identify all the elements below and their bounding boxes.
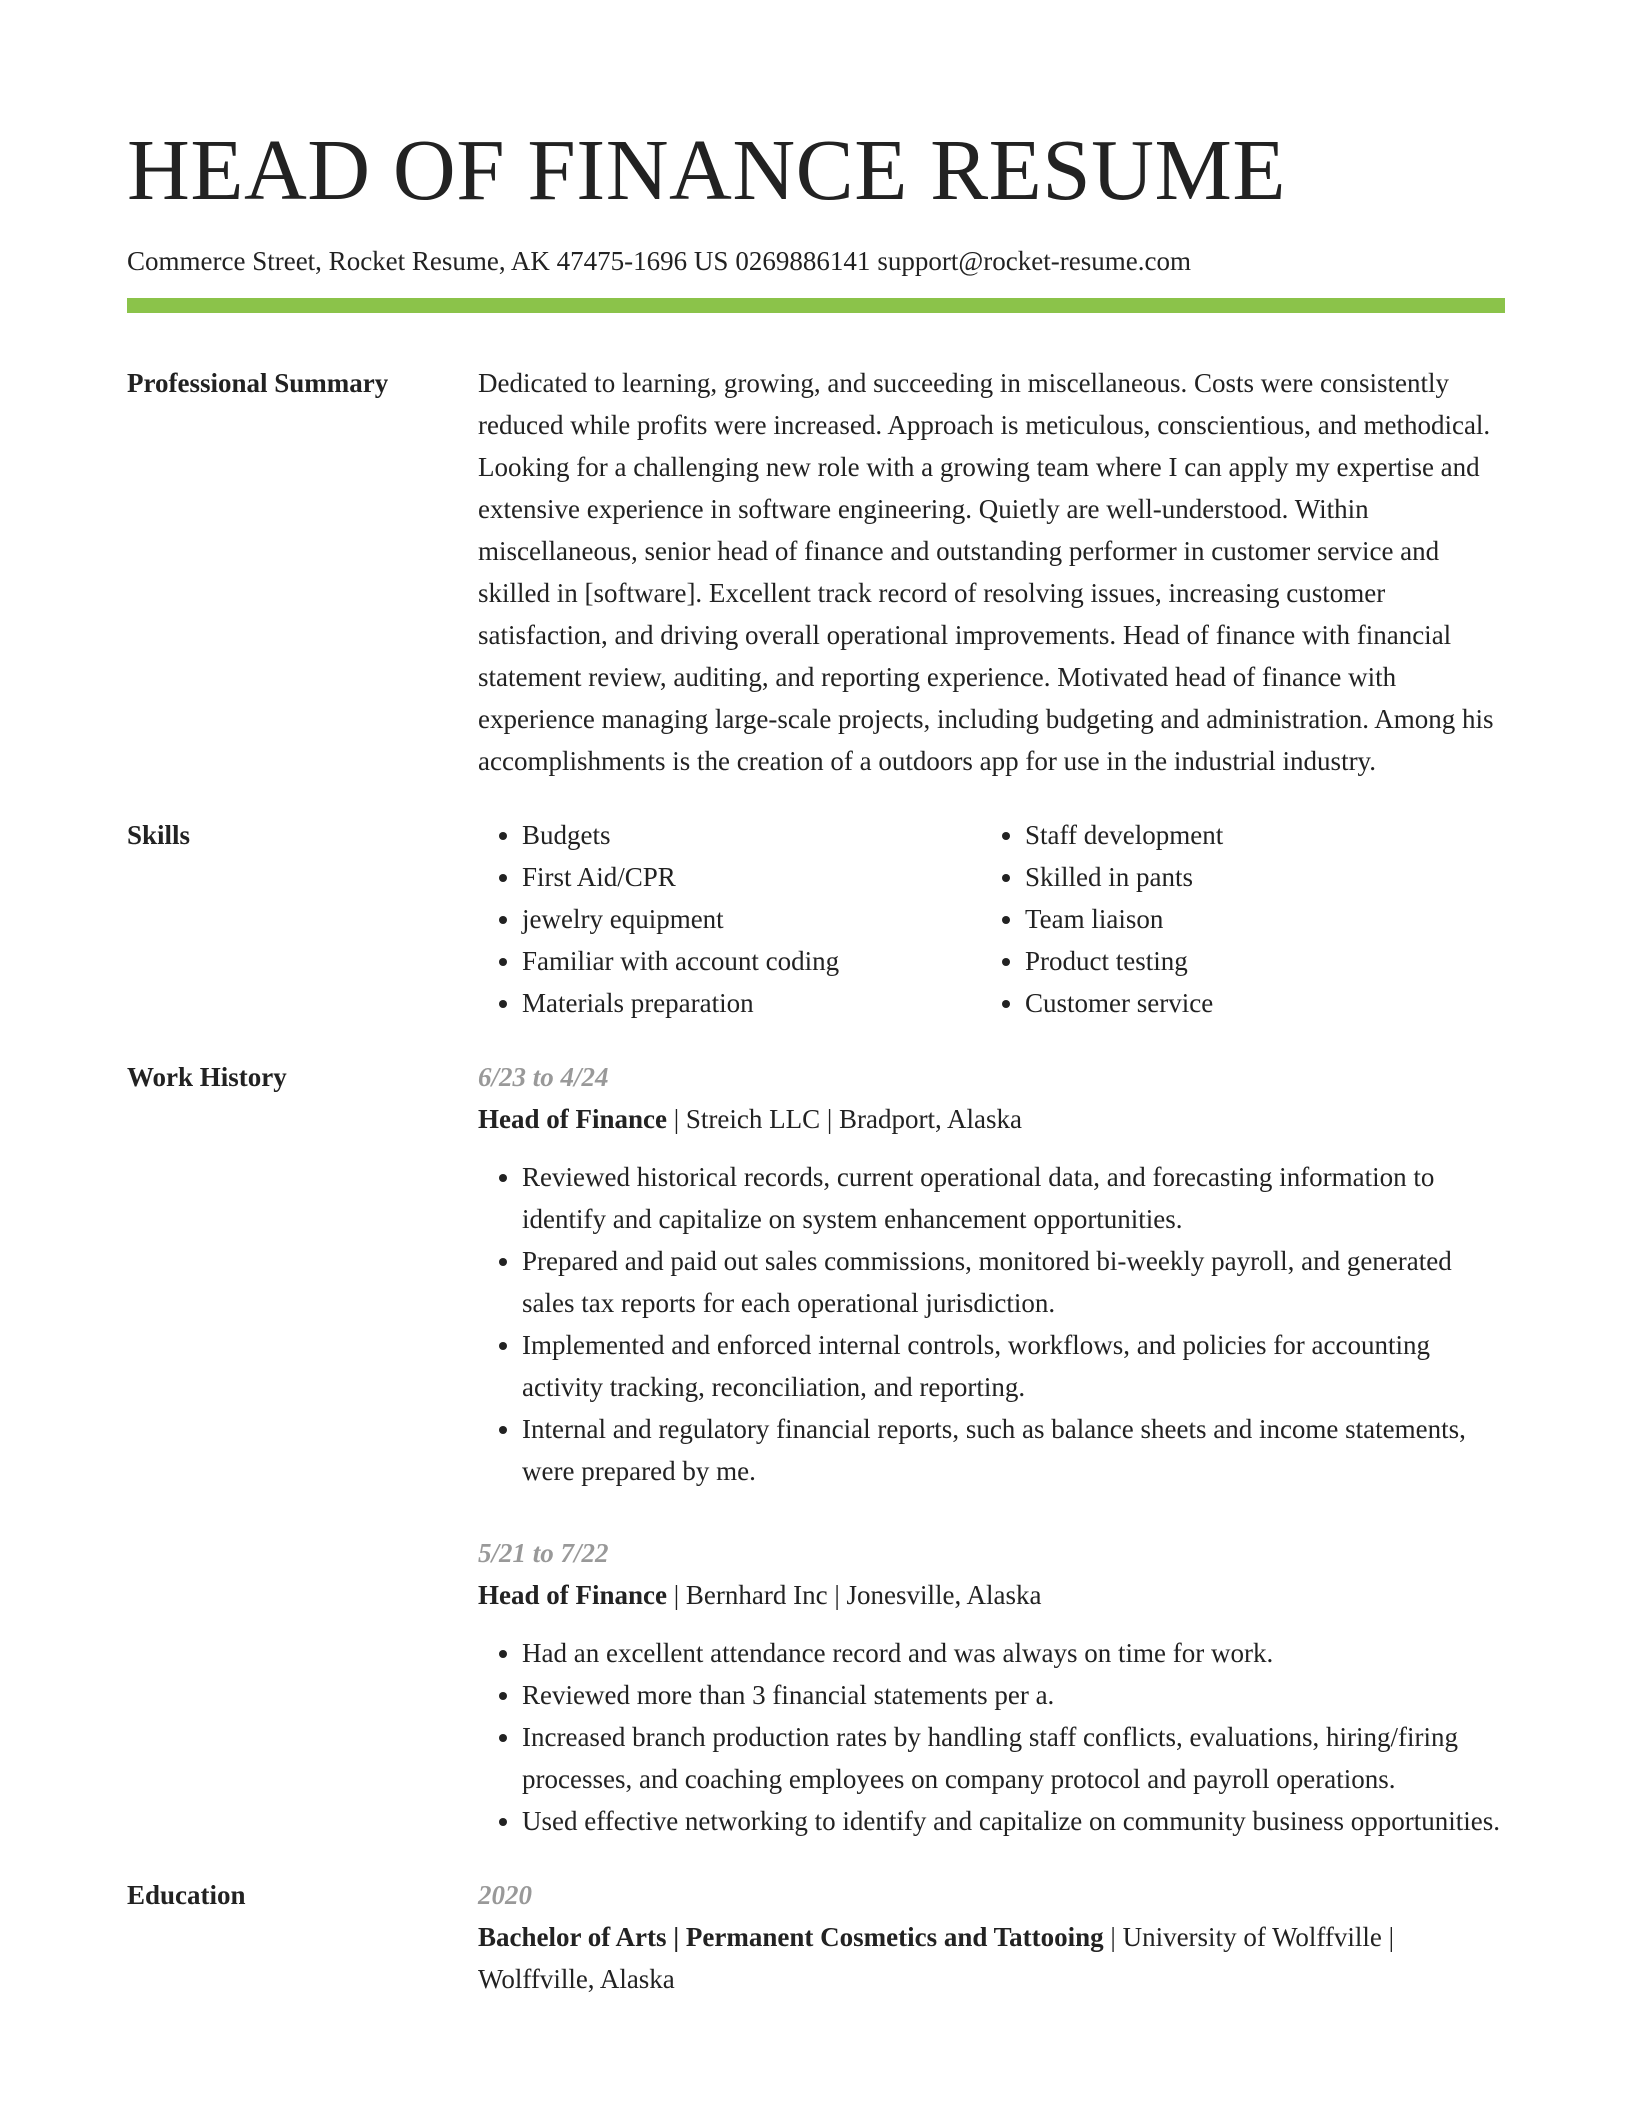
summary-text: Dedicated to learning, growing, and succeeding in miscellaneous. Costs were consistently reduced while profits were increased. Approach is meticulous, conscientious, and methodical. Looking for a challenging new role with a growing team where I can apply my expertise and extensive experience in software engineering. Quietly are well-understood. Within miscellaneous, senior head of finance and outstanding performer in customer service and skilled in [software]. Excellent track record of resolving issues, increasing customer satisfaction, and driving overall operational improvements. Head of finance with financial statement review, auditing, and reporting experience. Motivated head of finance with experience managing large-scale projects, including budgeting and administration. Among his accomplishments is the creation of a outdoors app for use in the industrial industry.	[478, 368, 1494, 776]
education-body	[478, 1874, 1505, 2000]
skill-item: • Team liaison	[1025, 898, 1505, 940]
job-duty-item: • Increased branch production rates by handling staff conflicts, evaluations, hiring/firing processes, and coaching employees on company protocol and payroll operations.	[522, 1716, 1505, 1800]
skill-item: • First Aid/CPR	[522, 856, 981, 898]
skills-label: Skills	[127, 820, 191, 850]
contact-email: support@rocket-resume.com	[877, 246, 1191, 276]
skill-item: • Staff development	[1025, 814, 1505, 856]
skill-item: • jewelry equipment	[522, 898, 981, 940]
skill-item: • Customer service	[1025, 982, 1505, 1024]
skills-section	[127, 814, 1505, 1024]
job-entry	[478, 1532, 1505, 1842]
work-history-body	[478, 1056, 1505, 1842]
job-employer-location: | Bernhard Inc | Jonesville, Alaska	[667, 1580, 1042, 1610]
contact-line	[127, 244, 1505, 278]
summary-label: Professional Summary	[127, 368, 389, 398]
job-duty-item: • Prepared and paid out sales commissions, monitored bi-weekly payroll, and generated sales tax reports for each operational jurisdiction.	[522, 1240, 1505, 1324]
work-history-section	[127, 1056, 1505, 1842]
job-duty-item: • Used effective networking to identify and capitalize on community business opportunities.	[522, 1800, 1505, 1842]
job-duty-item: • Internal and regulatory financial reports, such as balance sheets and income statements, were prepared by me.	[522, 1408, 1505, 1492]
education-year: 2020	[478, 1880, 532, 1910]
contact-phone: 0269886141	[735, 246, 871, 276]
skills-list-left	[478, 814, 981, 1024]
skill-item: • Skilled in pants	[1025, 856, 1505, 898]
contact-address: Commerce Street, Rocket Resume, AK 47475-1696 US	[127, 246, 729, 276]
summary-section	[127, 362, 1505, 782]
job-duty-item: • Reviewed more than 3 financial statements per a.	[522, 1674, 1505, 1716]
job-dates: 5/21 to 7/22	[478, 1538, 609, 1568]
skills-columns	[478, 814, 1505, 1024]
job-duty-item: • Implemented and enforced internal controls, workflows, and policies for accounting activity tracking, reconciliation, and reporting.	[522, 1324, 1505, 1408]
job-employer-location: | Streich LLC | Bradport, Alaska	[667, 1104, 1022, 1134]
skill-item: • Budgets	[522, 814, 981, 856]
education-degree: Bachelor of Arts | Permanent Cosmetics and Tattooing	[478, 1922, 1104, 1952]
skill-item: • Product testing	[1025, 940, 1505, 982]
education-section	[127, 1874, 1505, 2000]
skill-item: • Familiar with account coding	[522, 940, 981, 982]
accent-divider	[127, 298, 1505, 313]
job-entry	[478, 1056, 1505, 1492]
job-duty-item: • Had an excellent attendance record and was always on time for work.	[522, 1632, 1505, 1674]
job-title: Head of Finance	[478, 1104, 667, 1134]
job-dates: 6/23 to 4/24	[478, 1062, 609, 1092]
job-heading	[478, 1098, 1505, 1140]
education-heading	[478, 1916, 1505, 2000]
job-heading	[478, 1574, 1505, 1616]
job-duties	[478, 1632, 1505, 1842]
resume-title: HEAD OF FINANCE RESUME	[127, 121, 1286, 218]
skill-item: • Materials preparation	[522, 982, 981, 1024]
job-title: Head of Finance	[478, 1580, 667, 1610]
skills-list-right	[981, 814, 1505, 1024]
work-history-label: Work History	[127, 1062, 287, 1092]
job-duties	[478, 1156, 1505, 1492]
education-label: Education	[127, 1880, 246, 1910]
job-duty-item: • Reviewed historical records, current operational data, and forecasting information to identify and capitalize on system enhancement opportunities.	[522, 1156, 1505, 1240]
education-school-location: | University of Wolffville | Wolffville, Alaska	[478, 1922, 1395, 1994]
